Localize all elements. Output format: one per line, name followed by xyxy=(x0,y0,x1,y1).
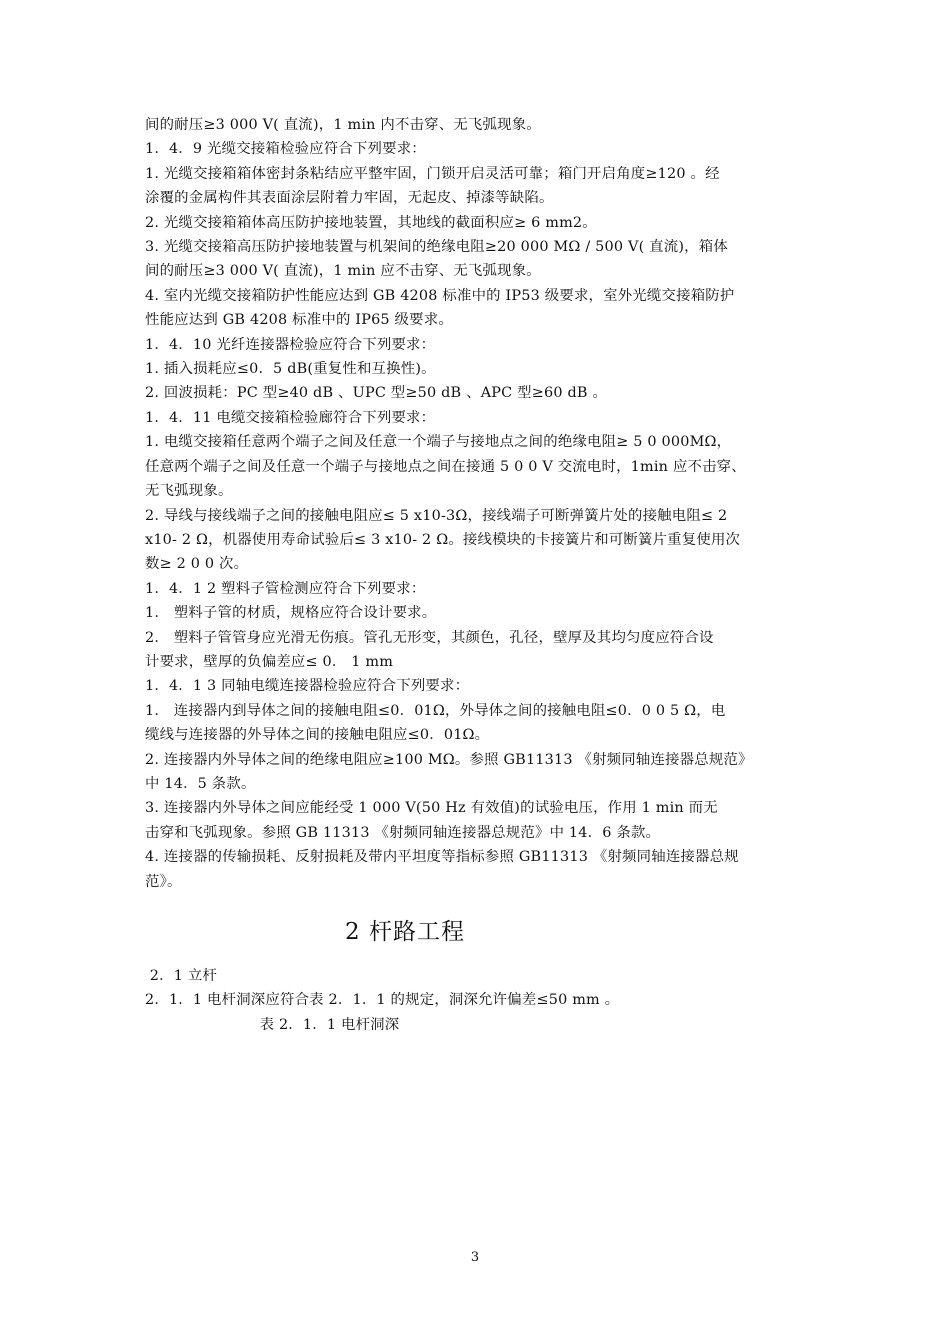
body-line: 2. 回波损耗：PC 型≥40 dB 、UPC 型≥50 dB 、APC 型≥60 dB 。 xyxy=(145,385,608,402)
body-line: 1．4．10 光纤连接器检验应符合下列要求： xyxy=(145,336,436,353)
section-content xyxy=(145,964,810,1037)
body-line: 1．4．11 电缆交接箱检验廊符合下列要求： xyxy=(145,409,436,426)
document-body xyxy=(145,113,810,894)
body-line: 2. 导线与接线端子之间的接触电阻应≤ 5 x10-3Ω，接线端子可断弹簧片处的接触电阻≤ 2 xyxy=(145,507,728,524)
section-line: 表 2．1．1 电杆洞深 xyxy=(145,1016,400,1033)
body-line: 1. 光缆交接箱箱体密封条粘结应平整牢固，门锁开启灵活可靠；箱门开启角度≥120 。经 xyxy=(145,165,720,182)
body-line: 2. 光缆交接箱箱体高压防护接地装置，其地线的截面积应≥ 6 mm2。 xyxy=(145,214,597,231)
body-line: 2． 塑料子管管身应光滑无伤痕。管孔无形变，其颜色，孔径，壁厚及其均匀度应符合设 xyxy=(145,629,714,646)
page-number: 3 xyxy=(470,1250,480,1265)
section-line: 2．1 立杆 xyxy=(145,968,218,984)
section-line: 2．1．1 电杆洞深应符合表 2．1．1 的规定，洞深允许偏差≤50 mm 。 xyxy=(145,992,620,1009)
body-line: 涂覆的金属构件其表面涂层附着力牢固，无起皮、掉漆等缺陷。 xyxy=(145,190,554,207)
body-line: 计要求，壁厚的负偏差应≤ 0． 1 mm xyxy=(145,653,394,670)
body-line: 1．4．1 3 同轴电缆连接器检验应符合下列要求： xyxy=(145,678,470,695)
body-line: 4. 连接器的传输损耗、反射损耗及带内平坦度等指标参照 GB11313 《射频同轴连接器总规 xyxy=(145,849,739,866)
body-line: 击穿和飞弧现象。参照 GB 11313 《射频同轴连接器总规范》中 14．6 条款。 xyxy=(145,824,661,841)
body-line: x10- 2 Ω，机器使用寿命试验后≤ 3 x10- 2 Ω。接线模块的卡接簧片和可断簧片重复使用次 xyxy=(145,531,741,548)
body-line: 范》。 xyxy=(145,873,182,890)
body-line: 性能应达到 GB 4208 标准中的 IP65 级要求。 xyxy=(145,312,453,329)
body-line: 缆线与连接器的外导体之间的接触电阻应≤0．01Ω。 xyxy=(145,727,490,744)
body-line: 2. 连接器内外导体之间的绝缘电阻应≥100 MΩ。参照 GB11313 《射频同轴连接器总规范》 xyxy=(145,751,753,768)
body-line: 1．4．9 光缆交接箱检验应符合下列要求： xyxy=(145,141,426,158)
body-line: 1．4．1 2 塑料子管检测应符合下列要求： xyxy=(145,580,426,597)
body-line: 1. 电缆交接箱任意两个端子之间及任意一个端子与接地点之间的绝缘电阻≥ 5 0 000MΩ， xyxy=(145,434,732,451)
body-line: 间的耐压≥3 000 V( 直流)，1 min 应不击穿、无飞弧现象。 xyxy=(145,263,541,280)
body-line: 3. 连接器内外导体之间应能经受 1 000 V(50 Hz 有效值)的试验电压，作用 1 min 而无 xyxy=(145,800,718,817)
body-line: 1． 塑料子管的材质，规格应符合设计要求。 xyxy=(145,605,437,622)
body-line: 4. 室内光缆交接箱防护性能应达到 GB 4208 标准中的 IP53 级要求，室外光缆交接箱防护 xyxy=(145,287,735,304)
body-line: 1． 连接器内到导体之间的接触电阻≤0．01Ω，外导体之间的接触电阻≤0．0 0 5 Ω，电 xyxy=(145,702,726,719)
body-line: 1. 插入损耗应≤0．5 dB(重复性和互换性)。 xyxy=(145,361,436,378)
section-heading: 2 杆路工程 xyxy=(345,919,465,945)
body-line: 中 14．5 条款。 xyxy=(145,775,256,792)
body-line: 无飞弧现象。 xyxy=(145,483,233,500)
body-line: 间的耐压≥3 000 V( 直流)，1 min 内不击穿、无飞弧现象。 xyxy=(145,117,541,133)
body-line: 数≥ 2 0 0 次。 xyxy=(145,556,249,573)
body-line: 任意两个端子之间及任意一个端子与接地点之间在接通 5 0 0 V 交流电时，1min 应不击穿、 xyxy=(145,458,746,475)
body-line: 3. 光缆交接箱高压防护接地装置与机架间的绝缘电阻≥20 000 MΩ / 500 V( 直流)，箱体 xyxy=(145,239,728,256)
